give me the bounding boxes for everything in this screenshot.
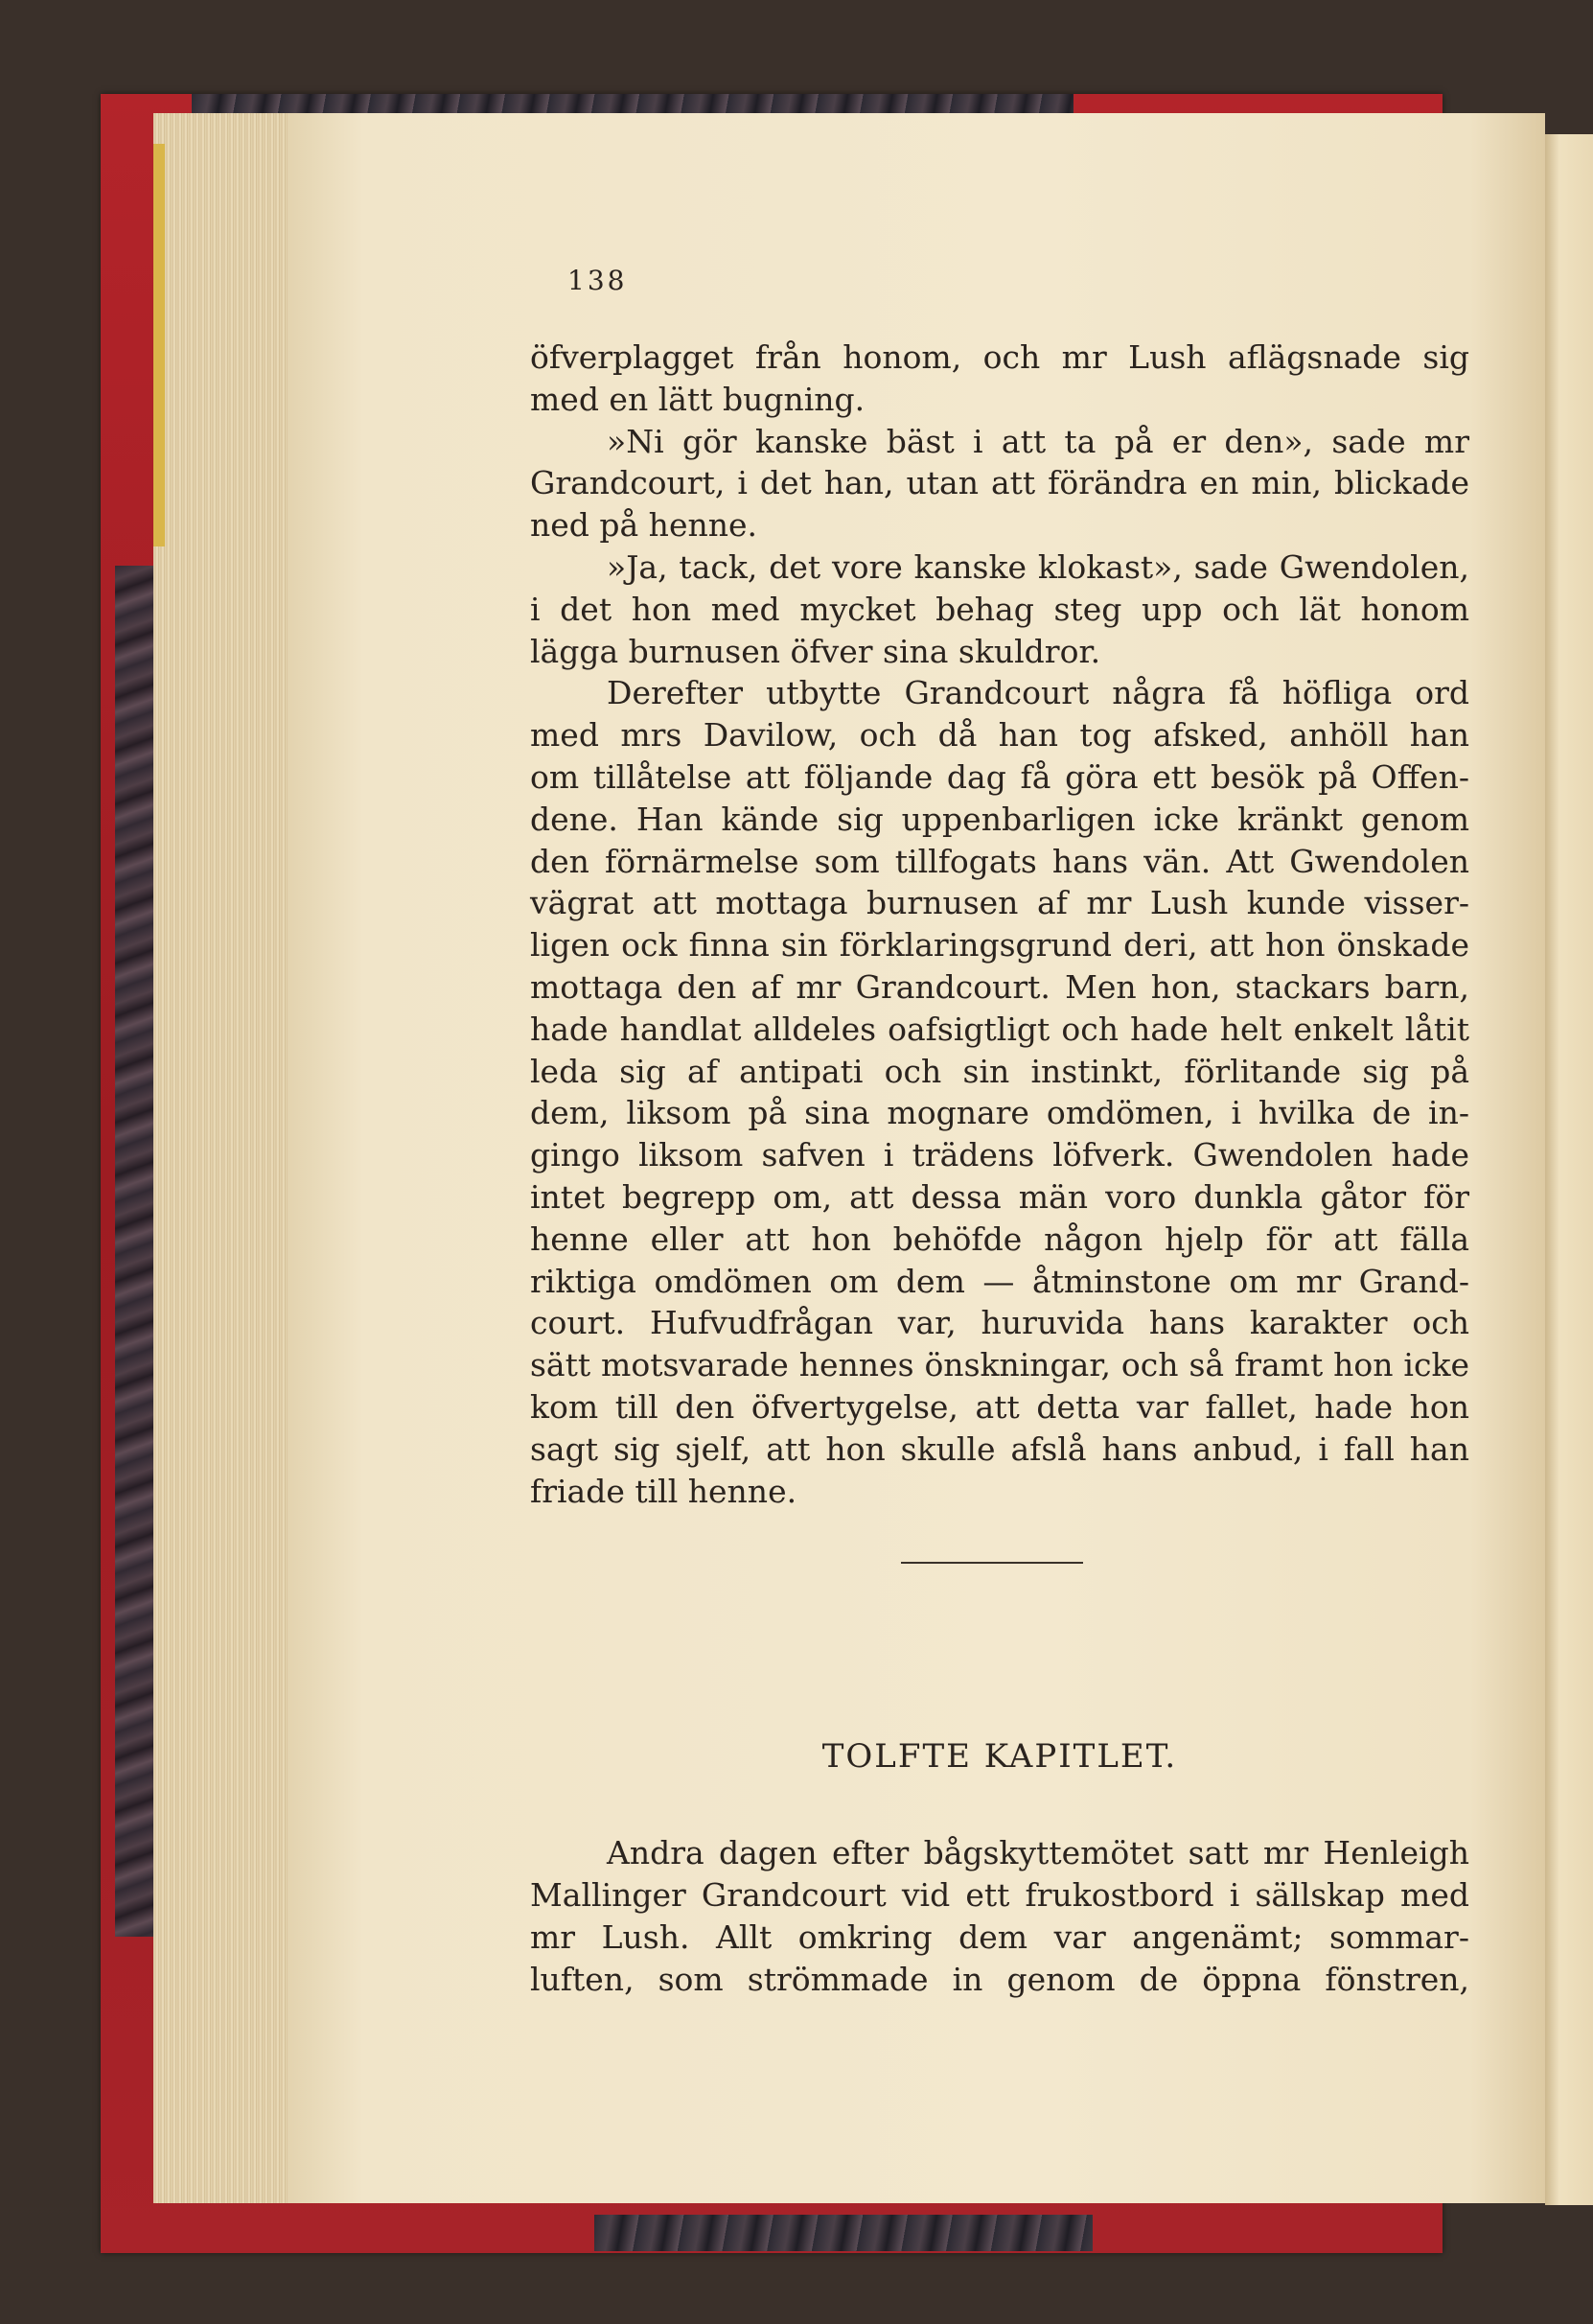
text-line: med en lätt bugning. (530, 380, 866, 418)
gilt-edge (153, 144, 165, 546)
marbled-endpaper-top (192, 94, 1074, 113)
text-line: Derefter utbytte Grandcourt några få höfliga ord (607, 674, 1469, 712)
section-rule (901, 1562, 1083, 1564)
page-number: 138 (567, 265, 628, 296)
text-line: Andra dagen efter bågskyttemötet satt mr Henleigh (607, 1834, 1469, 1871)
text-line: Grandcourt, i det han, utan att förändra en min, blickade (530, 464, 1469, 502)
text-line: dem, liksom på sina mognare omdömen, i hvilka de in- (530, 1094, 1469, 1132)
chapter-title: TOLFTE KAPITLET. (821, 1737, 1178, 1776)
text-line: luften, som strömmade in genom de öppna fönstren, (530, 1961, 1469, 1998)
text-line: Mallinger Grandcourt vid ett frukostbord i sällskap med (530, 1876, 1469, 1914)
text-line: »Ja, tack, det vore kanske klokast», sade Gwendolen, (607, 548, 1469, 586)
text-line: mottaga den af mr Grandcourt. Men hon, stackars barn, (530, 968, 1469, 1006)
page-edges (153, 113, 307, 2203)
text-line: »Ni gör kanske bäst i att ta på er den», sade mr (607, 422, 1469, 460)
marbled-endpaper-bottom (594, 2215, 1093, 2251)
text-line: hade handlat alldeles oafsigtligt och hade helt enkelt låtit (530, 1010, 1469, 1048)
text-line: sätt motsvarade hennes önskningar, och så framt hon icke (530, 1346, 1469, 1384)
text-line: med mrs Davilow, och då han tog afsked, anhöll han (530, 716, 1469, 755)
text-line: intet begrepp om, att dessa män voro dunkla gåtor för (530, 1178, 1469, 1216)
next-page-edge (1545, 134, 1593, 2205)
text-line: riktiga omdömen om dem — åtminstone om mr Grand- (530, 1262, 1469, 1300)
text-line: i det hon med mycket behag steg upp och lät honom (530, 590, 1469, 628)
text-line: gingo liksom safven i trädens löfverk. Gwendolen hade (530, 1136, 1469, 1174)
text-line: vägrat att mottaga burnusen af mr Lush kunde visser- (530, 884, 1469, 922)
text-line: kom till den öfvertygelse, att detta var fallet, hade hon (530, 1388, 1469, 1426)
text-line: henne eller att hon behöfde någon hjelp för att fälla (530, 1220, 1469, 1258)
text-line: ligen ock finna sin förklaringsgrund deri, att hon önskade (530, 926, 1469, 964)
text-line: mr Lush. Allt omkring dem var angenämt; sommar- (530, 1918, 1469, 1956)
text-line: ned på henne. (530, 506, 757, 545)
text-line: öfverplagget från honom, och mr Lush aflägsnade sig (530, 338, 1469, 376)
text-line: lägga burnusen öfver sina skuldror. (530, 632, 1101, 670)
text-line: court. Hufvudfrågan var, huruvida hans karakter och (530, 1304, 1469, 1342)
text-line: friade till henne. (530, 1472, 797, 1510)
text-line: leda sig af antipati och sin instinkt, förlitande sig på (530, 1052, 1469, 1090)
text-line: den förnärmelse som tillfogats hans vän. Att Gwendolen (530, 842, 1469, 880)
text-line: om tillåtelse att följande dag få göra ett besök på Offen- (530, 758, 1469, 796)
text-line: sagt sig sjelf, att hon skulle afslå hans anbud, i fall han (530, 1429, 1469, 1468)
text-line: dene. Han kände sig uppenbarligen icke kränkt genom (530, 800, 1469, 838)
